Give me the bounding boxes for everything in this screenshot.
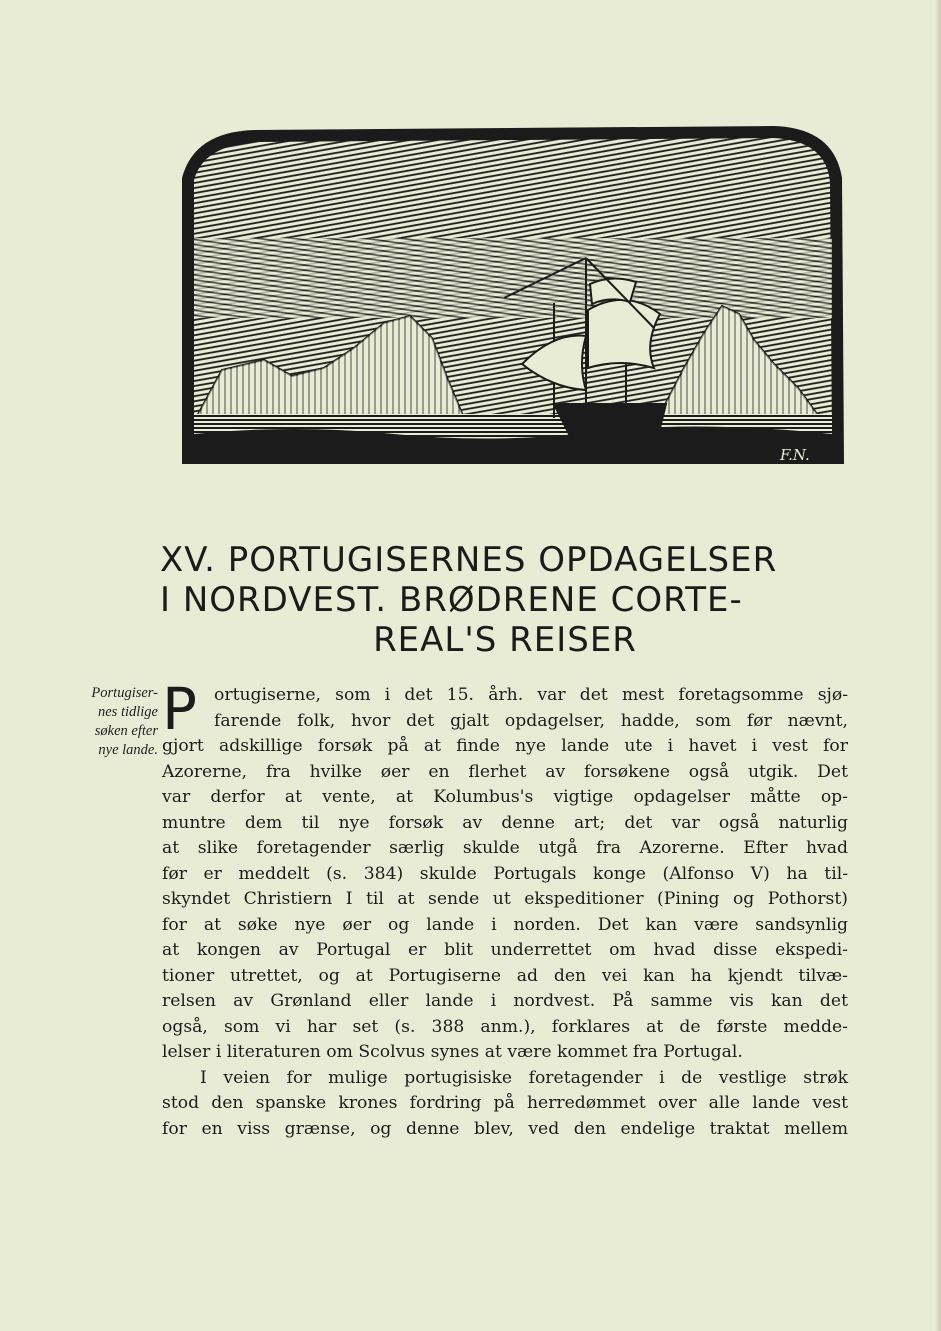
body-text bbox=[162, 683, 848, 1142]
ship-icebergs-woodcut bbox=[174, 118, 852, 470]
chapter-heading-line-3: REAL'S REISER bbox=[373, 620, 637, 660]
margin-note-line: søken efter bbox=[94, 723, 158, 739]
text-line: ortugiserne, som i det 15. årh. var det mest foretagsomme sjø- bbox=[214, 685, 848, 705]
text-line: Azorerne, fra hvilke øer en flerhet av forsøkene også utgik. Det bbox=[162, 761, 848, 782]
page-edge bbox=[935, 0, 941, 1331]
text-line: skyndet Christiern I til at sende ut ekspeditioner (Pining og Pothorst) bbox=[162, 889, 848, 909]
text-line: stod den spanske krones fordring på herredømmet over alle lande vest bbox=[162, 1093, 848, 1113]
text-line: I veien for mulige portugisiske foretagender i de vestlige strøk bbox=[200, 1067, 848, 1088]
margin-note-line: nye lande. bbox=[98, 742, 158, 758]
woodcut-illustration bbox=[174, 118, 852, 470]
margin-note-line: Portugiser- bbox=[91, 685, 158, 701]
text-line: lelser i literaturen om Scolvus synes at være kommet fra Portugal. bbox=[162, 1042, 743, 1062]
margin-note bbox=[62, 684, 158, 760]
text-line: muntre dem til nye forsøk av denne art; det var også naturlig bbox=[162, 812, 848, 833]
text-line: relsen av Grønland eller lande i nordvest. På samme vis kan det bbox=[162, 991, 848, 1011]
chapter-heading-line-1: XV. PORTUGISERNES OPDAGELSER bbox=[160, 540, 778, 580]
drop-cap: P bbox=[162, 675, 197, 743]
text-line: at slike foretagender særlig skulde utgå fra Azorerne. Efter hvad bbox=[162, 838, 848, 858]
text-line: var derfor at vente, at Kolumbus's vigtige opdagelser måtte op- bbox=[162, 787, 848, 807]
chapter-heading bbox=[160, 540, 850, 660]
text-line: før er meddelt (s. 384) skulde Portugals konge (Alfonso V) ha til- bbox=[162, 863, 848, 884]
text-line: for at søke nye øer og lande i norden. Det kan være sandsynlig bbox=[162, 914, 848, 935]
margin-note-line: nes tidlige bbox=[97, 704, 158, 720]
text-line: tioner utrettet, og at Portugiserne ad den vei kan ha kjendt tilvæ- bbox=[162, 965, 848, 986]
text-line: farende folk, hvor det gjalt opdagelser, hadde, som før nævnt, bbox=[214, 710, 848, 731]
text-line: gjort adskillige forsøk på at finde nye lande ute i havet i vest for bbox=[162, 736, 848, 756]
text-line: at kongen av Portugal er blit underrettet om hvad disse ekspedi- bbox=[162, 940, 848, 960]
text-line: også, som vi har set (s. 388 anm.), forklares at de første medde- bbox=[162, 1016, 848, 1037]
text-line: for en viss grænse, og denne blev, ved den endelige traktat mellem bbox=[162, 1118, 848, 1139]
chapter-heading-line-2: I NORDVEST. BRØDRENE CORTE- bbox=[160, 580, 743, 620]
artist-signature: F.N. bbox=[780, 446, 810, 464]
